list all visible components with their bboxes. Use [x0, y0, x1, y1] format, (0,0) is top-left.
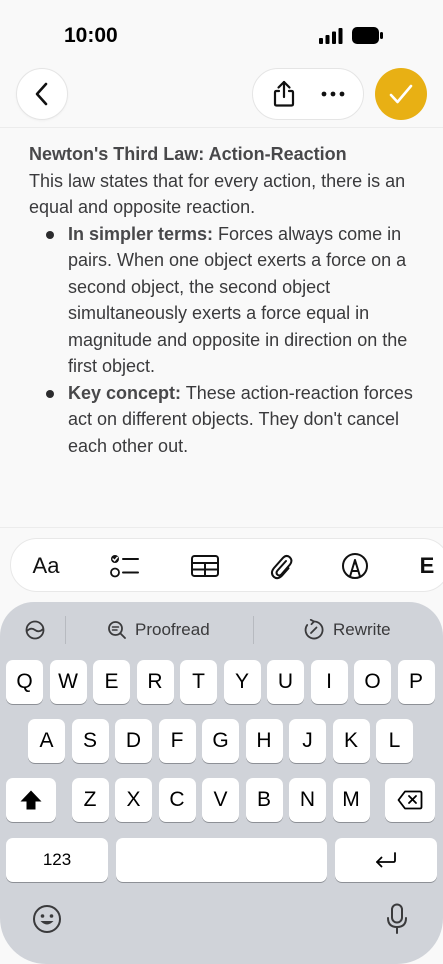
note-actions-group	[252, 68, 364, 120]
markup-icon	[341, 552, 369, 580]
delete-key[interactable]	[385, 778, 435, 822]
battery-icon	[352, 27, 383, 44]
suggestion-divider	[253, 616, 254, 644]
rewrite-button[interactable]	[303, 602, 391, 658]
proofread-button[interactable]	[107, 602, 210, 658]
key-n[interactable]: N	[289, 778, 326, 822]
emoji-icon	[32, 904, 62, 934]
note-title: Newton's Third Law: Action-Reaction	[29, 144, 347, 164]
bullet-text: These action-reaction forces act on different objects. They don't cancel each other out.	[68, 382, 413, 456]
key-i[interactable]: I	[311, 660, 348, 704]
ellipsis-icon	[321, 91, 345, 97]
suggestion-divider	[65, 616, 66, 644]
header-divider	[0, 127, 443, 128]
share-icon	[272, 80, 296, 108]
key-v[interactable]: V	[202, 778, 239, 822]
delete-icon	[397, 790, 423, 810]
key-j[interactable]: J	[289, 719, 326, 763]
dictation-button[interactable]	[380, 902, 414, 936]
key-l[interactable]: L	[376, 719, 413, 763]
proofread-icon	[107, 620, 127, 640]
key-d[interactable]: D	[115, 719, 152, 763]
back-button[interactable]	[16, 68, 68, 120]
status-time: 10:00	[64, 24, 118, 47]
overflow-letter: E	[419, 553, 435, 578]
status-bar	[0, 0, 443, 64]
table-button[interactable]	[183, 539, 227, 592]
key-g[interactable]: G	[202, 719, 239, 763]
key-a[interactable]: A	[28, 719, 65, 763]
key-e[interactable]: E	[93, 660, 130, 704]
bullet-label: In simpler terms:	[68, 223, 214, 244]
key-k[interactable]: K	[333, 719, 370, 763]
text-style-button[interactable]	[19, 539, 73, 592]
rewrite-label: Rewrite	[333, 620, 391, 639]
markup-button[interactable]	[333, 539, 377, 592]
key-t[interactable]: T	[180, 660, 217, 704]
writing-tools-icon	[24, 619, 46, 641]
key-h[interactable]: H	[246, 719, 283, 763]
table-icon	[191, 555, 219, 577]
toolbar-divider	[0, 527, 443, 528]
space-key[interactable]	[116, 838, 327, 882]
list-item	[29, 221, 419, 380]
key-r[interactable]: R	[137, 660, 174, 704]
list-item	[29, 380, 419, 460]
bullet-text: Forces always come in pairs. When one object exerts a force on a second object, the second object simultaneously exerts a force equal in magnitude and opposite in direction on the first object.	[68, 223, 408, 376]
key-y[interactable]: Y	[224, 660, 261, 704]
chevron-left-icon	[35, 82, 49, 106]
key-f[interactable]: F	[159, 719, 196, 763]
checkmark-icon	[389, 84, 413, 104]
share-button[interactable]	[261, 71, 307, 117]
key-p[interactable]: P	[398, 660, 435, 704]
return-key[interactable]	[335, 838, 437, 882]
more-format-button[interactable]	[415, 539, 439, 592]
bullet-label: Key concept:	[68, 382, 182, 403]
key-s[interactable]: S	[72, 719, 109, 763]
checklist-button[interactable]	[103, 539, 147, 592]
note-intro: This law states that for every action, there is an equal and opposite reaction.	[29, 170, 406, 217]
proofread-label: Proofread	[135, 620, 210, 639]
key-x[interactable]: X	[115, 778, 152, 822]
numbers-key[interactable]: 123	[6, 838, 108, 882]
writing-tools-button[interactable]	[20, 602, 50, 658]
shift-key[interactable]	[6, 778, 56, 822]
key-u[interactable]: U	[267, 660, 304, 704]
key-q[interactable]: Q	[6, 660, 43, 704]
text-style-label: Aa	[32, 553, 60, 578]
key-o[interactable]: O	[354, 660, 391, 704]
signal-icon	[319, 28, 343, 44]
key-c[interactable]: C	[159, 778, 196, 822]
key-m[interactable]: M	[333, 778, 370, 822]
note-bullet-list	[29, 221, 419, 460]
microphone-icon	[386, 903, 408, 935]
paperclip-icon	[269, 552, 293, 580]
format-toolbar	[10, 538, 443, 592]
keyboard	[0, 602, 443, 964]
key-w[interactable]: W	[50, 660, 87, 704]
shift-icon	[19, 789, 43, 811]
note-body[interactable]	[29, 141, 419, 459]
done-button[interactable]	[375, 68, 427, 120]
more-button[interactable]	[310, 71, 356, 117]
rewrite-icon	[303, 619, 325, 641]
return-icon	[374, 851, 398, 869]
attachment-button[interactable]	[259, 539, 303, 592]
checklist-icon	[110, 553, 140, 579]
key-b[interactable]: B	[246, 778, 283, 822]
emoji-button[interactable]	[30, 902, 64, 936]
key-z[interactable]: Z	[72, 778, 109, 822]
